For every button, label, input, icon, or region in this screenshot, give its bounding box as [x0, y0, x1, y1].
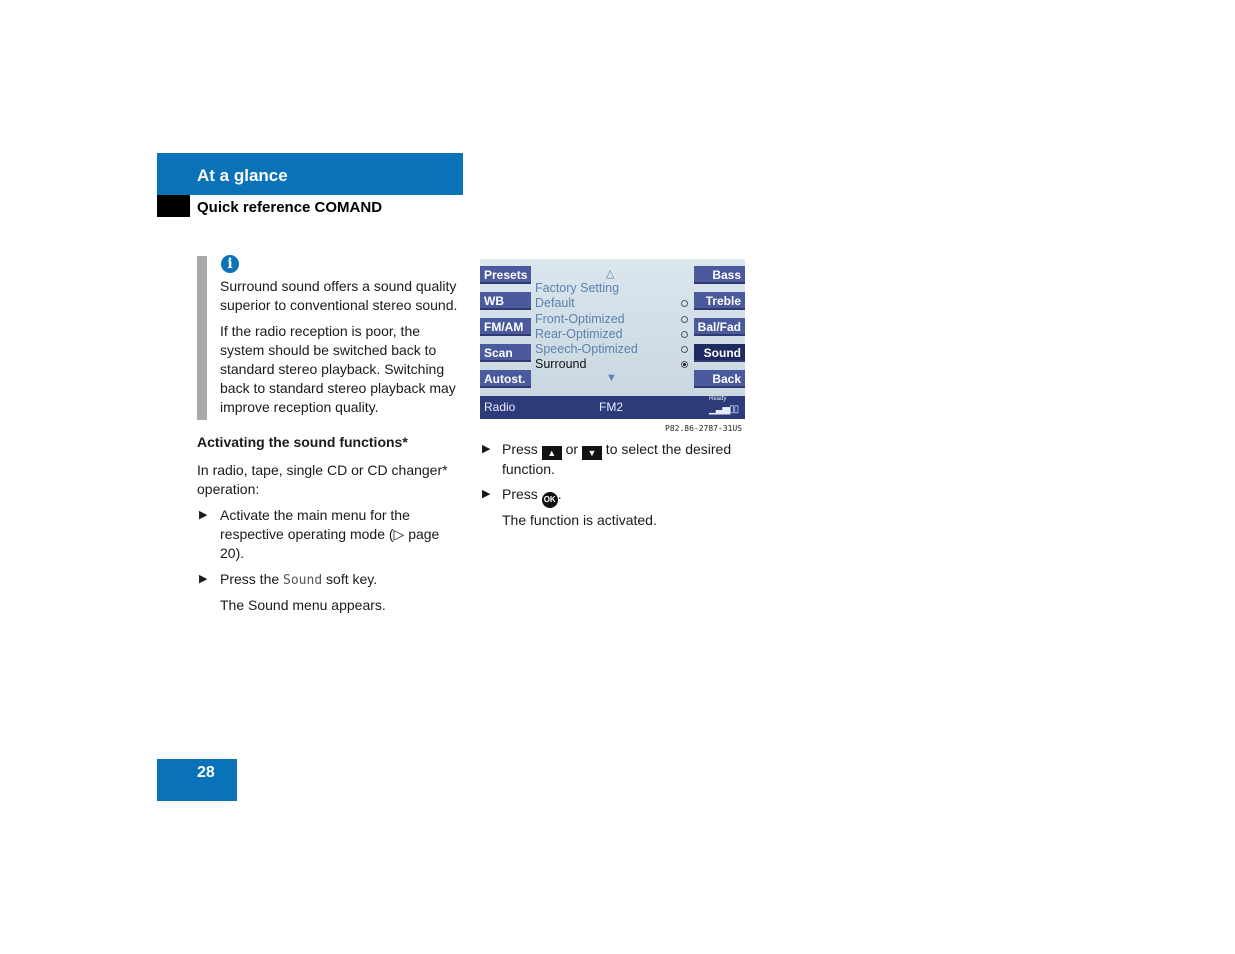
subsection-marker: [157, 195, 190, 217]
info-paragraph-1: Surround sound offers a sound quality superior to conventional stereo sound.: [220, 278, 458, 313]
activating-heading: Activating the sound functions*: [197, 434, 408, 450]
up-key-icon: ▲: [542, 446, 562, 460]
menu-item-front-optimized[interactable]: Front-Optimized: [535, 312, 625, 326]
scroll-down-icon: ▼: [606, 372, 617, 384]
softkey-fm-am[interactable]: FM/AM: [480, 318, 531, 336]
page-number: 28: [197, 764, 215, 781]
info-sidebar: [197, 256, 207, 420]
activating-intro: In radio, tape, single CD or CD changer* operation:: [197, 462, 448, 497]
softkey-wb[interactable]: WB: [480, 292, 531, 310]
sound-softkey-ref: Sound: [283, 573, 323, 588]
menu-item-speech-optimized[interactable]: Speech-Optimized: [535, 342, 638, 356]
bullet-arrow-icon: ▶: [482, 488, 491, 500]
bullet-arrow-icon: ▶: [199, 573, 208, 585]
radio-speech-optimized[interactable]: [681, 346, 688, 353]
status-bar: [480, 396, 745, 419]
step-press-sound: Press the Sound soft key.: [220, 571, 378, 588]
figure-caption: P82.86-2787-31US: [665, 424, 743, 433]
ok-button-icon: OK: [542, 492, 558, 508]
radio-front-optimized[interactable]: [681, 316, 688, 323]
radio-rear-optimized[interactable]: [681, 331, 688, 338]
section-title: At a glance: [197, 166, 288, 185]
scroll-up-icon: △: [606, 268, 615, 280]
softkey-back[interactable]: Back: [694, 370, 745, 388]
radio-default[interactable]: [681, 300, 688, 307]
softkey-sound[interactable]: Sound: [694, 344, 745, 362]
softkey-treble[interactable]: Treble: [694, 292, 745, 310]
step-ok-result: The function is activated.: [502, 512, 657, 528]
softkey-bal-fad[interactable]: Bal/Fad: [694, 318, 745, 336]
softkey-presets[interactable]: Presets: [480, 266, 531, 284]
step-activate-menu: Activate the main menu for the respective operating mode (▷ page 20).: [220, 507, 440, 561]
info-icon: i: [221, 255, 239, 273]
status-mode: Radio: [484, 400, 516, 414]
comand-sound-screen: [480, 259, 745, 419]
bullet-arrow-icon: ▶: [482, 443, 491, 455]
radio-surround[interactable]: [681, 361, 688, 368]
step-press-ok: Press OK .: [502, 485, 562, 508]
menu-item-factory-setting[interactable]: Factory Setting: [535, 281, 620, 295]
step-sound-result: The Sound menu appears.: [220, 597, 386, 613]
menu-item-surround[interactable]: Surround: [535, 357, 587, 371]
subsection-title: Quick reference COMAND: [197, 199, 383, 216]
softkey-scan[interactable]: Scan: [480, 344, 531, 362]
status-ready: Ready: [709, 396, 727, 402]
bullet-arrow-icon: ▶: [199, 509, 208, 521]
softkey-autost[interactable]: Autost.: [480, 370, 531, 388]
status-band: FM2: [599, 400, 623, 414]
softkey-bass[interactable]: Bass: [694, 266, 745, 284]
menu-item-default[interactable]: Default: [535, 296, 575, 310]
menu-item-rear-optimized[interactable]: Rear-Optimized: [535, 327, 623, 341]
step-select-function: Press ▲ or ▼ to select the desired function.: [502, 441, 732, 477]
signal-strength-icon: ▁▃▅▯▯: [709, 404, 739, 415]
down-key-icon: ▼: [582, 446, 602, 460]
info-paragraph-2: If the radio reception is poor, the system should be switched back to standard stereo playback. Switching back to standard stereo playback may improve reception quality.: [220, 323, 456, 415]
